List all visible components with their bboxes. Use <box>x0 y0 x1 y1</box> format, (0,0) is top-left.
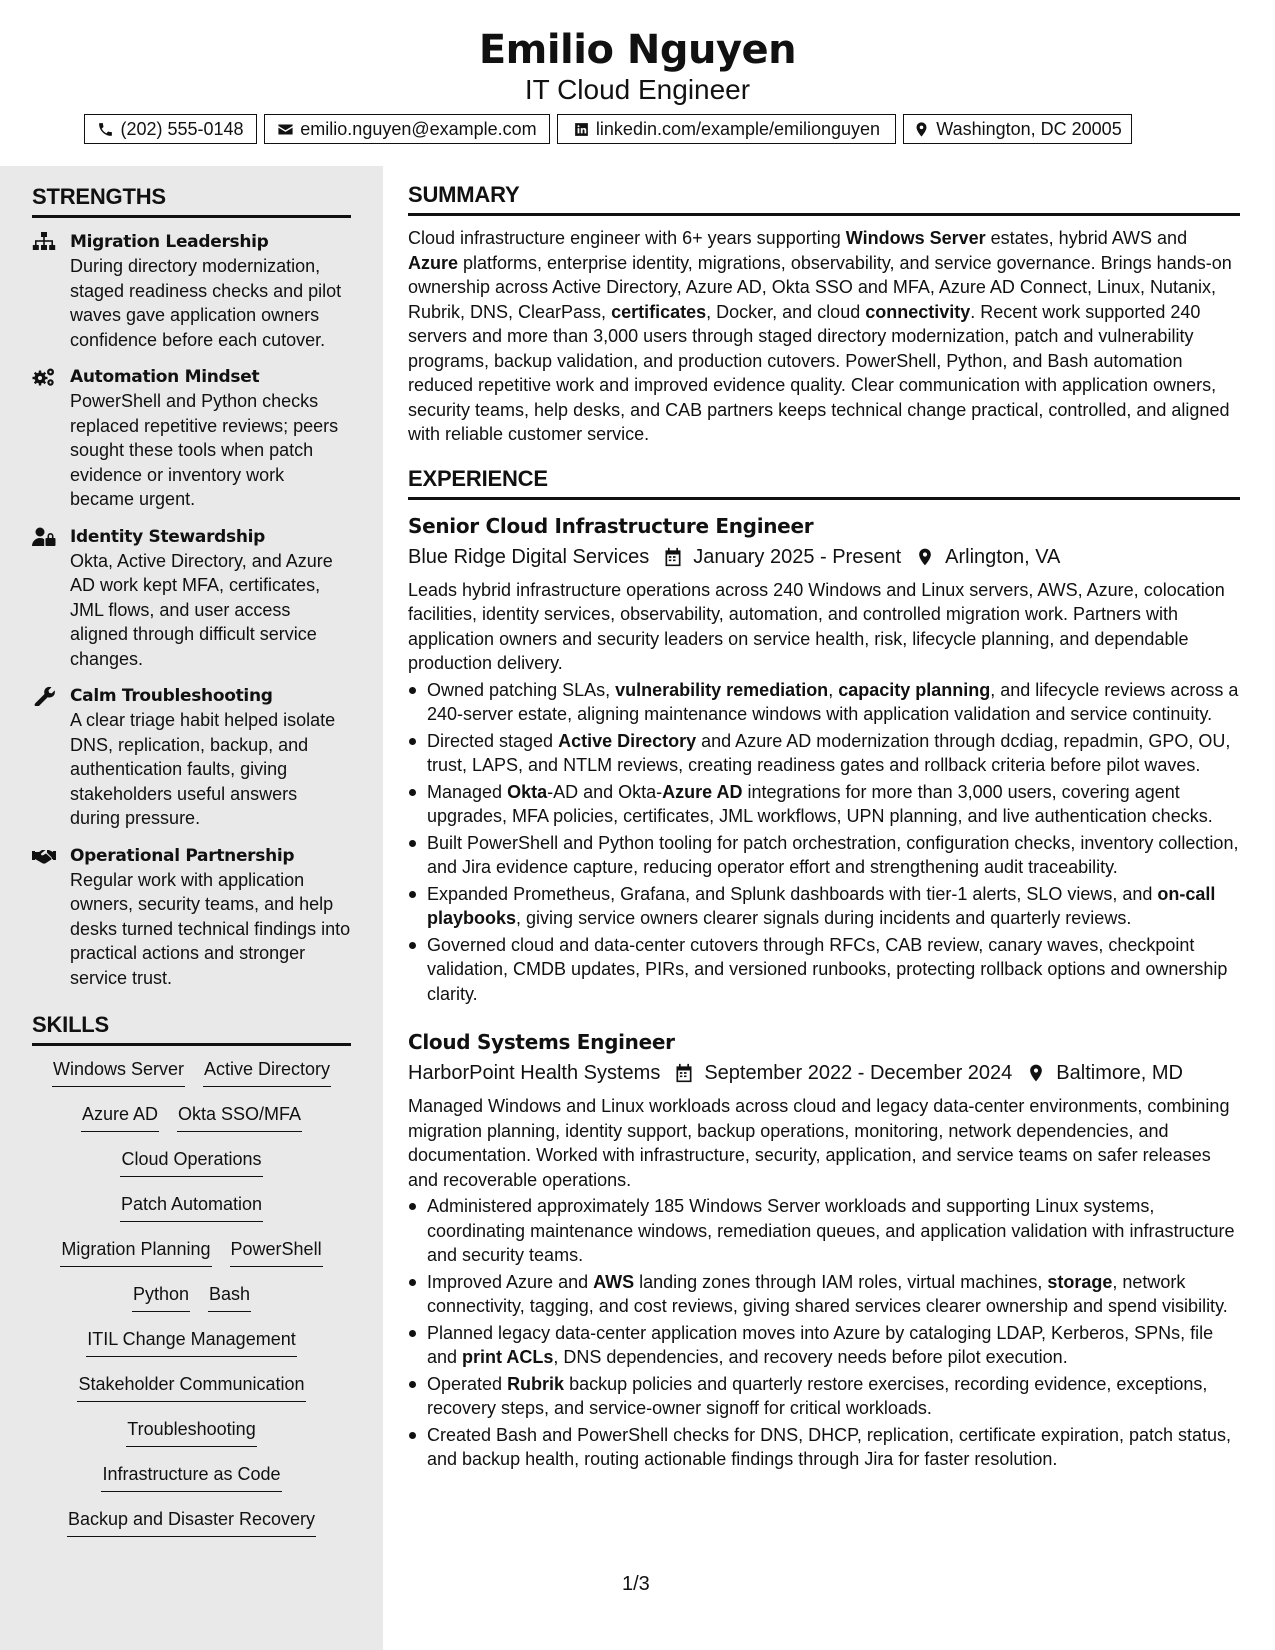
job-dates: January 2025 - Present <box>693 545 902 568</box>
strength-item <box>32 230 351 352</box>
job-company: HarborPoint Health Systems <box>408 1062 661 1084</box>
job-bullet <box>427 678 1240 727</box>
strength-desc: During directory modernization, staged readiness checks and pilot waves gave application owners confidence before each cutover. <box>70 256 342 350</box>
text-run: platforms, enterprise identity, migrations, observability, and service governance. Brings hands-on ownership across Active Directory, Azure AD, Okta SSO and MFA, Azure AD Connect, Linux, Nutanix, Rubrik, DNS, ClearPass, <box>408 252 1232 322</box>
job-company: Blue Ridge Digital Services <box>408 545 650 568</box>
strength-item <box>32 525 351 672</box>
job-description: Leads hybrid infrastructure operations across 240 Windows and Linux servers, AWS, Azure, colocation facilities, identity services, observability, automation, and controlled migration work. Partners with application owners and security leaders on service health, risk, lifecycle planning, and dependable production delivery. <box>408 579 1225 673</box>
strengths-heading: STRENGTHS <box>32 182 351 218</box>
bold-keyword: vulnerability remediation <box>615 679 829 700</box>
skill-row <box>67 1506 316 1551</box>
skill-tag: Windows Server <box>52 1056 185 1087</box>
bold-keyword: Windows Server <box>845 228 986 248</box>
job-bullet <box>427 933 1240 1007</box>
skill-tag: Patch Automation <box>120 1191 263 1222</box>
summary-paragraph <box>408 226 1240 447</box>
sitemap-icon <box>32 232 56 252</box>
skill-tag: Okta SSO/MFA <box>177 1101 302 1132</box>
job-bullets <box>408 678 1240 1007</box>
location-pin-icon <box>913 121 930 138</box>
text-run: landing zones through IAM roles, virtual machines, <box>634 1271 1048 1292</box>
job-meta <box>408 1058 1240 1088</box>
contact-location-text: Washington, DC 20005 <box>936 118 1122 139</box>
job-bullet <box>427 729 1240 778</box>
job-title: Senior Cloud Infrastructure Engineer <box>408 513 814 538</box>
envelope-icon <box>277 121 294 138</box>
bold-keyword: Rubrik <box>507 1373 565 1394</box>
text-run: Expanded Prometheus, Grafana, and Splunk dashboards with tier-1 alerts, SLO views, and <box>427 883 1158 904</box>
skill-row <box>120 1191 263 1236</box>
text-run: Managed <box>427 781 508 802</box>
candidate-name: Emilio Nguyen <box>478 27 797 73</box>
phone-icon <box>97 121 114 138</box>
text-run: , DNS dependencies, and recovery needs before pilot execution. <box>553 1347 1068 1367</box>
bold-keyword: AWS <box>593 1271 635 1292</box>
strength-title: Operational Partnership <box>70 845 295 866</box>
bold-keyword: Okta <box>507 781 548 802</box>
strength-desc: A clear triage habit helped isolate DNS, replication, backup, and authentication faults, giving stakeholders useful answers during pressure. <box>70 710 336 828</box>
job-bullet <box>427 882 1240 931</box>
job-meta <box>408 542 1240 572</box>
summary-heading: SUMMARY <box>408 180 1240 216</box>
text-run: Directed staged <box>427 730 559 751</box>
handshake-icon <box>32 846 56 866</box>
text-run: and Azure AD modernization through dcdiag, repadmin, GPO, OU, trust, LAPS, and NTLM reviews, creating readiness gates and rollback criteria before pilot waves. <box>427 730 1231 775</box>
text-run: Operated <box>427 1373 508 1394</box>
gears-icon <box>32 367 56 387</box>
job-description: Managed Windows and Linux workloads across cloud and legacy data-center environments, combining migration planning, identity support, backup operations, monitoring, network dependencies, and documentation. Worked with infrastructure, security, application, and service teams on safer releases and recoverable operations. <box>408 1096 1230 1190</box>
job-bullet <box>427 1321 1240 1370</box>
contact-phone[interactable] <box>84 114 257 144</box>
skill-row <box>126 1416 256 1461</box>
skill-row <box>132 1281 251 1326</box>
text-run: Cloud infrastructure engineer with 6+ years supporting <box>408 228 846 248</box>
location-pin-icon <box>1026 1063 1046 1083</box>
user-lock-icon <box>32 527 56 547</box>
skill-row <box>86 1326 296 1371</box>
text-run: , and lifecycle reviews across a 240-server estate, aligning maintenance windows with application validation and service continuity. <box>427 679 1239 724</box>
linkedin-icon <box>573 121 590 138</box>
candidate-title: IT Cloud Engineer <box>524 74 751 105</box>
skill-tag: Stakeholder Communication <box>77 1371 305 1402</box>
job-bullet <box>427 1194 1240 1268</box>
job-bullet <box>427 1372 1240 1421</box>
text-run: estates, hybrid AWS and <box>985 228 1188 248</box>
text-run: , network connectivity, tagging, and cost reviews, giving shared services clearer ownership and spend visibility. <box>427 1271 1228 1316</box>
skill-row <box>120 1146 262 1191</box>
bold-keyword: Active Directory <box>558 730 697 751</box>
text-run: , giving service owners clearer signals during incidents and quarterly reviews. <box>516 908 1132 928</box>
contact-linkedin-text: linkedin.com/example/emilionguyen <box>595 118 881 139</box>
skill-row <box>81 1101 302 1146</box>
skill-tag: Backup and Disaster Recovery <box>67 1506 316 1537</box>
bold-keyword: Azure <box>408 252 459 273</box>
job-location: Baltimore, MD <box>1056 1062 1183 1084</box>
contact-linkedin[interactable] <box>557 114 896 144</box>
text-run: , Docker, and cloud <box>706 301 866 322</box>
strength-desc: Okta, Active Directory, and Azure AD work kept MFA, certificates, JML flows, and user access aligned through difficult service changes. <box>70 550 333 669</box>
strength-title: Migration Leadership <box>70 232 269 252</box>
page-number: 1/3 <box>622 1573 650 1595</box>
skill-row <box>52 1056 331 1101</box>
skill-row <box>60 1236 322 1281</box>
text-run: Planned legacy data-center application moves into Azure by cataloging LDAP, Kerberos, SPNs, file and <box>427 1322 1214 1367</box>
text-run: . Recent work supported 240 servers and more than 3,000 users through staged directory modernization, patch and vulnerability programs, backup validation, and production cutovers. PowerShell, Python, and Bash automation reduced repetitive work and improved evidence quality. Clear communication with application owners, security teams, help desks, and CAB partners keeps technical change practical, controlled, and aligned with reliable customer service. <box>408 301 1230 444</box>
strength-title: Identity Stewardship <box>70 526 266 547</box>
skill-tag: Cloud Operations <box>120 1146 262 1177</box>
text-run: Administered approximately 185 Windows Server workloads and supporting Linux systems, coordinating maintenance windows, remediation queues, and application validation with infrastructure and security teams. <box>427 1196 1235 1265</box>
strength-title: Calm Troubleshooting <box>70 686 273 706</box>
strength-item <box>32 684 351 831</box>
skill-tag: Migration Planning <box>60 1236 211 1267</box>
bold-keyword: certificates <box>611 301 707 322</box>
calendar-icon <box>663 547 683 567</box>
skill-tag: Python <box>132 1281 190 1312</box>
job-bullets <box>408 1194 1240 1472</box>
job-entry <box>408 512 1240 1007</box>
skill-tag: PowerShell <box>230 1236 323 1267</box>
bold-keyword: print ACLs <box>462 1347 554 1367</box>
text-run: Improved Azure and <box>427 1271 594 1292</box>
skill-row <box>101 1461 281 1506</box>
text-run: Built PowerShell and Python tooling for patch orchestration, configuration checks, inventory collection, and Jira evidence capture, reducing operator effort and strengthening audit traceability. <box>427 832 1239 877</box>
strength-title: Automation Mindset <box>70 367 260 387</box>
skill-tag: ITIL Change Management <box>86 1326 296 1357</box>
text-run: Governed cloud and data-center cutovers through RFCs, CAB review, canary waves, checkpoint validation, CMDB updates, PIRs, and versioned runbooks, protecting rollback options and ownership clarity. <box>427 934 1228 1004</box>
text-run: integrations for more than 3,000 users, covering agent upgrades, MFA policies, certificates, JML workflows, UPN planning, and live authentication checks. <box>427 781 1213 826</box>
wrench-icon <box>32 686 56 706</box>
bold-keyword: storage <box>1047 1271 1113 1292</box>
contact-email[interactable] <box>264 114 550 144</box>
skills-heading: SKILLS <box>32 1010 351 1046</box>
skill-tag: Azure AD <box>81 1101 159 1132</box>
strength-desc: PowerShell and Python checks replaced repetitive reviews; peers sought these tools when patch evidence or inventory work became urgent. <box>70 391 339 509</box>
skill-tag: Troubleshooting <box>126 1416 256 1447</box>
bold-keyword: capacity planning <box>838 679 991 700</box>
skill-tag: Active Directory <box>203 1056 331 1087</box>
location-pin-icon <box>915 547 935 567</box>
job-bullet <box>427 1423 1240 1472</box>
text-run: Created Bash and PowerShell checks for DNS, DHCP, replication, certificate expiration, patch status, and backup health, routing actionable findings through Jira for faster resolution. <box>427 1424 1232 1469</box>
main-column <box>408 180 1240 1474</box>
job-title: Cloud Systems Engineer <box>408 1030 675 1054</box>
job-dates: September 2022 - December 2024 <box>704 1062 1013 1084</box>
job-list <box>408 512 1240 1472</box>
text-run: , <box>828 679 839 700</box>
bold-keyword: on-call playbooks <box>427 883 1216 928</box>
contact-phone-text: (202) 555-0148 <box>120 118 244 139</box>
skill-row <box>77 1371 305 1416</box>
contact-location <box>903 114 1132 144</box>
skill-tag: Bash <box>208 1281 251 1312</box>
text-run: Owned patching SLAs, <box>427 679 616 700</box>
strengths-list <box>32 230 351 990</box>
bold-keyword: Azure AD <box>662 781 743 802</box>
strength-item <box>32 365 351 512</box>
contact-email-text: emilio.nguyen@example.com <box>300 118 537 139</box>
job-entry <box>408 1028 1240 1472</box>
sidebar <box>0 166 383 1650</box>
bold-keyword: connectivity <box>865 301 971 322</box>
text-run: backup policies and quarterly restore exercises, recording evidence, exceptions, recovery steps, and service-owner signoff for critical workloads. <box>427 1373 1208 1418</box>
strength-desc: Regular work with application owners, security teams, and help desks turned technical findings into practical actions and stronger service trust. <box>70 869 351 988</box>
job-bullet <box>427 780 1240 829</box>
job-location: Arlington, VA <box>945 545 1061 568</box>
skill-tag: Infrastructure as Code <box>101 1461 281 1492</box>
strength-item <box>32 844 351 991</box>
text-run: -AD and Okta- <box>547 781 663 802</box>
job-bullet <box>427 1270 1240 1319</box>
job-bullet <box>427 831 1240 880</box>
resume-header <box>0 0 1275 166</box>
calendar-icon <box>674 1063 694 1083</box>
experience-heading: EXPERIENCE <box>408 464 1240 500</box>
skills-list <box>32 1056 351 1551</box>
contact-bar <box>84 114 1184 144</box>
